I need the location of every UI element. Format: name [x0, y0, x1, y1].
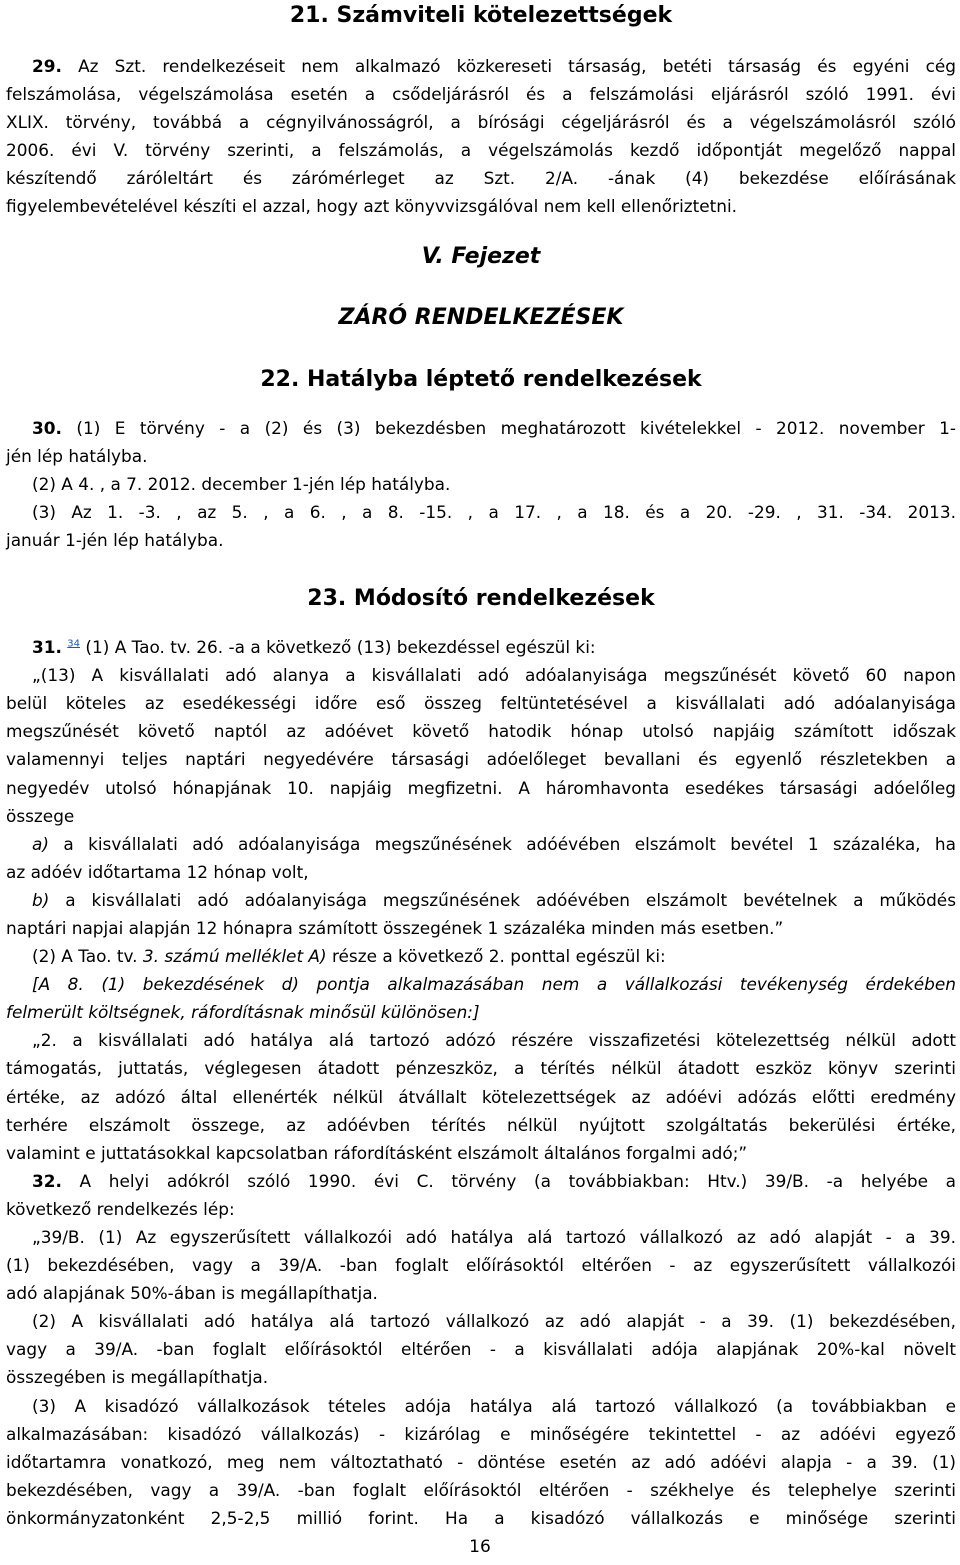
p31-text: összege	[6, 805, 75, 826]
p31-line	[6, 858, 956, 886]
p31-line	[6, 802, 956, 830]
p29-text: készítendő záróleltárt és zárómérleget az Szt. 2/A. -ának (4) bekezdése előírásának	[6, 168, 956, 189]
paragraph-30	[6, 414, 956, 554]
p29-text: 2006. évi V. törvény szerinti, a felszámolás, a végelszámolás kezdő időpontját megelőző nappal	[6, 140, 956, 161]
p32-text: (2) A kisvállalati adó hatálya alá tartozó vállalkozó az adó alapját - a 39. (1) bekezdésében,	[32, 1311, 956, 1332]
p30-number: 30.	[32, 417, 62, 438]
p32-number: 32.	[32, 1170, 62, 1191]
p31-text: belül köteles az esedékességi időre eső összeg feltüntetésével a kisvállalati adó adóalanyisága	[6, 693, 956, 714]
p31-context-text: [A 8. (1) bekezdésének d) pontja alkalmazásában nem a vállalkozási tevékenység érdekében	[32, 974, 956, 995]
p31-line	[6, 1026, 956, 1054]
document-body	[6, 0, 956, 1532]
p31-line	[6, 998, 956, 1026]
p29-line	[6, 136, 956, 164]
p32-line	[6, 1167, 956, 1195]
p31-text: az adóév időtartama 12 hónap volt,	[6, 861, 309, 882]
p31-line	[6, 1139, 956, 1167]
p31-line	[6, 774, 956, 802]
p31-text: támogatás, juttatás, véglegesen átadott pénzeszköz, a térítés nélkül átadott eszköz könyv szerinti	[6, 1058, 956, 1079]
p32-text: vagy a 39/A. -ban foglalt előírásoktól eltérően - a kisvállalati adója alapjának 20%-kal növelt	[6, 1339, 956, 1360]
p30-text: (2) A 4. , a 7. 2012. december 1-jén lép hatályba.	[32, 473, 451, 494]
p29-line	[6, 192, 956, 220]
p29-line	[6, 164, 956, 192]
p32-line	[6, 1195, 956, 1223]
p32-text: adó alapjának 50%-ában is megállapíthatja.	[6, 1283, 378, 1304]
section-22-heading	[6, 366, 956, 394]
p29-line	[6, 108, 956, 136]
p32-text: „39/B. (1) Az egyszerűsített vállalkozói adó hatálya alá tartozó vállalkozó az adó alapját - a 39.	[32, 1227, 956, 1247]
p31-line	[6, 633, 956, 661]
p31-line	[6, 914, 956, 942]
p31-text: a kisvállalati adó adóalanyisága megszűnésének adóévében elszámolt bevételnek a működés	[49, 889, 956, 910]
section-23-title: 23. Módosító rendelkezések	[307, 586, 655, 612]
p30-text: január 1-jén lép hatályba.	[6, 529, 224, 550]
p32-text: (3) A kisadózó vállalkozások tételes adója hatálya alá tartozó vállalkozó (a továbbiakban e	[32, 1395, 956, 1416]
p32-line	[6, 1335, 956, 1363]
p30-line	[6, 442, 956, 470]
p32-line	[6, 1307, 956, 1335]
p31-text: valamennyi teljes naptári negyedévére társasági adóelőleget bevallani és egyenlő részletekben a	[6, 749, 956, 770]
p32-text: bekezdésében, vagy a 39/A. -ban foglalt előírásoktól eltérően - székhelye és telephelye szerinti	[6, 1479, 956, 1500]
p29-number: 29.	[32, 56, 62, 76]
p32-line	[6, 1476, 956, 1504]
p31-text: része a következő 2. ponttal egészül ki:	[326, 946, 666, 967]
chapter-number-text: V. Fejezet	[421, 243, 541, 269]
p31-line	[6, 1111, 956, 1139]
p31-text: naptári napjai alapján 12 hónapra számított összegének 1 százaléka minden más esetben.”	[6, 917, 784, 938]
footnote-link[interactable]: 34	[67, 638, 81, 650]
paragraph-32	[6, 1167, 956, 1532]
point-b-label: b)	[32, 889, 50, 910]
p31-italic-text: 3. számú melléklet A)	[142, 946, 327, 967]
p31-line	[6, 830, 956, 858]
p32-line	[6, 1504, 956, 1532]
p32-text: A helyi adókról szóló 1990. évi C. törvény (a továbbiakban: Htv.) 39/B. -a helyébe a	[61, 1170, 956, 1191]
p30-text: jén lép hatályba.	[6, 445, 148, 466]
page-number: 16	[469, 1537, 491, 1557]
chapter-number	[6, 243, 956, 271]
section-21-title: 21. Számviteli kötelezettségek	[289, 3, 673, 28]
p32-line	[6, 1392, 956, 1420]
p31-text: a kisvállalati adó adóalanyisága megszűnésének adóévében elszámolt bevétel 1 százaléka, ha	[48, 833, 956, 854]
p30-line	[6, 498, 956, 526]
paragraph-29	[6, 52, 956, 221]
p29-line	[6, 80, 956, 108]
section-sign	[62, 56, 78, 76]
p31-line	[6, 886, 956, 914]
p31-context-text: felmerült költségnek, ráfordításnak minősül különösen:]	[6, 1002, 480, 1023]
paragraph-31	[6, 633, 956, 1167]
p31-line	[6, 689, 956, 717]
p29-text: Az Szt. rendelkezéseit nem alkalmazó közkereseti társaság, betéti társaság és egyéni cég	[78, 56, 956, 76]
p32-text: önkormányzatonként 2,5-2,5 millió forint. Ha a kisadózó vállalkozás e minősége szerinti	[6, 1507, 956, 1528]
p32-line	[6, 1363, 956, 1391]
p32-line	[6, 1223, 956, 1251]
section-21-heading	[6, 2, 956, 30]
p29-text: felszámolása, végelszámolása esetén a csődeljárásról és a felszámolási eljárásról szóló 1991. évi	[6, 84, 956, 105]
p31-line	[6, 717, 956, 745]
p30-line	[6, 414, 956, 442]
p32-text: (1) bekezdésében, vagy a 39/A. -ban foglalt előírásoktól eltérően - az egyszerűsített vállalkozói	[6, 1255, 956, 1276]
p32-line	[6, 1448, 956, 1476]
section-22-title: 22. Hatályba léptető rendelkezések	[260, 366, 702, 392]
p31-text: „(13) A kisvállalati adó alanya a kisvállalati adó adóalanyisága megszűnését követő 60 napon	[32, 665, 956, 686]
p31-line	[6, 1083, 956, 1111]
p31-text: (1) A Tao. tv. 26. -a a következő (13) bekezdéssel egészül ki:	[80, 637, 596, 658]
p29-line	[6, 52, 956, 80]
p32-line	[6, 1251, 956, 1279]
p31-number: 31.	[32, 637, 62, 658]
p30-line	[6, 526, 956, 554]
p31-text: „2. a kisvállalati adó hatálya alá tartozó adózó részére visszafizetési kötelezettség nélkül adott	[32, 1030, 956, 1051]
p30-text: (3) Az 1. -3. , az 5. , a 6. , a 8. -15. , a 17. , a 18. és a 20. -29. , 31. -34. 2013.	[32, 501, 956, 522]
p29-text: figyelembevételével készíti el azzal, hogy azt könyvvizsgálóval nem kell ellenőriztetni.	[6, 196, 738, 217]
p29-text: XLIX. törvény, továbbá a cégnyilvánosságról, a bírósági cégeljárásról és a végelszámolásról szóló	[6, 112, 956, 133]
p31-text: értéke, az adózó által ellenérték nélkül átvállalt kötelezettségek az adóévi adózás előtti eredmény	[6, 1086, 956, 1107]
p30-line	[6, 470, 956, 498]
p31-line	[6, 942, 956, 970]
chapter-title-text: ZÁRÓ RENDELKEZÉSEK	[338, 304, 624, 330]
p31-text: megszűnését követő naptól az adóévet követő hatodik hónap utolsó napjáig számított időszak	[6, 721, 956, 742]
p32-text: összegében is megállapíthatja.	[6, 1367, 269, 1388]
p31-line	[6, 661, 956, 689]
p32-text: következő rendelkezés lép:	[6, 1198, 235, 1219]
p32-text: alkalmazásában: kisadózó vállalkozás) - kizárólag e minőségére tekintettel - az adóévi egyező	[6, 1423, 956, 1444]
p31-text: terhére elszámolt összege, az adóévben térítés nélkül nyújtott szolgáltatás bekerülési értéke,	[6, 1114, 956, 1135]
p31-text: valamint e juttatásokkal kapcsolatban ráfordításként elszámolt általános forgalmi adó;”	[6, 1142, 748, 1163]
p32-line	[6, 1420, 956, 1448]
p30-text: (1) E törvény - a (2) és (3) bekezdésben meghatározott kivételekkel - 2012. november 1-	[61, 417, 956, 438]
p31-text: negyedév utolsó hónapjának 10. napjáig megfizetni. A háromhavonta esedékes társasági adóelőleg	[6, 777, 956, 798]
point-a-label: a)	[32, 833, 49, 854]
p31-line	[6, 745, 956, 773]
p32-text: időtartamra vonatkozó, meg nem változtatható - döntése esetén az adó adóévi alapja - a 39. (1)	[6, 1451, 956, 1472]
p31-line	[6, 1054, 956, 1082]
p32-line	[6, 1279, 956, 1307]
p31-line	[6, 970, 956, 998]
section-23-heading	[6, 585, 956, 613]
chapter-title	[6, 304, 956, 332]
p31-text: (2) A Tao. tv.	[32, 946, 143, 967]
